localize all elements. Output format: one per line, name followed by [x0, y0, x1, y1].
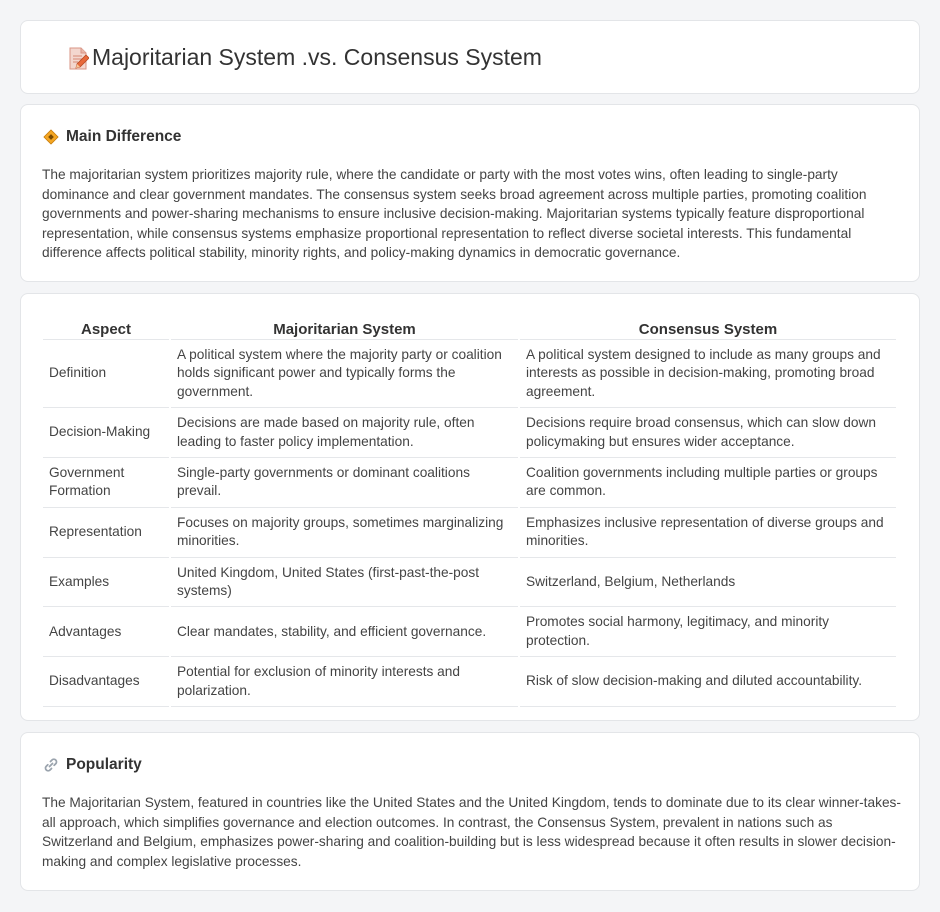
table-row — [43, 408, 896, 458]
consensus-cell: Decisions require broad consensus, which can slow down policymaking but ensures wider acceptance. — [520, 408, 896, 458]
aspect-cell: Decision-Making — [43, 408, 169, 458]
consensus-cell: Promotes social harmony, legitimacy, and minority protection. — [520, 607, 896, 657]
table-header-row — [43, 314, 896, 340]
consensus-cell: Risk of slow decision-making and diluted accountability. — [520, 657, 896, 707]
majoritarian-cell: Single-party governments or dominant coalitions prevail. — [171, 458, 518, 508]
majoritarian-cell: Clear mandates, stability, and efficient governance. — [171, 607, 518, 657]
main-difference-text: The majoritarian system prioritizes majority rule, where the candidate or party with the most votes wins, often leading to single-party dominance and clear government mandates. The consensus system seeks broad agreement across multiple parties, promoting coalition governments and power-sharing mechanisms to ensure inclusive decision-making. Majoritarian systems typically feature disproportional representation, while consensus systems emphasize proportional representation to reflect diverse societal interests. This fundamental difference affects political stability, minority rights, and policy-making dynamics in democratic governance. — [42, 167, 867, 261]
popularity-title: Popularity — [66, 756, 142, 773]
majoritarian-cell: A political system where the majority party or coalition holds significant power and typically forms the government. — [171, 340, 518, 408]
table-row — [43, 458, 896, 508]
popularity-heading — [43, 756, 142, 774]
aspect-cell: Advantages — [43, 607, 169, 657]
diamond-sign-icon — [43, 129, 59, 145]
popularity-text: The Majoritarian System, featured in countries like the United States and the United Kingdom, tends to dominate due to its clear winner-takes-all approach, which simplifies governance and election outcomes. In contrast, the Consensus System, prevalent in nations such as Switzerland and Belgium, emphasizes power-sharing and coalition-building but is less widespread because it often results in slower decision-making and complex legislative processes. — [42, 795, 901, 869]
consensus-cell: Emphasizes inclusive representation of diverse groups and minorities. — [520, 508, 896, 558]
consensus-cell: Coalition governments including multiple parties or groups are common. — [520, 458, 896, 508]
majoritarian-cell: Focuses on majority groups, sometimes marginalizing minorities. — [171, 508, 518, 558]
comparison-table-card — [20, 293, 920, 721]
aspect-cell: Definition — [43, 340, 169, 408]
page-title: Majoritarian System .vs. Consensus System — [92, 44, 542, 70]
table-row — [43, 657, 896, 707]
comparison-table — [41, 314, 898, 707]
column-header-consensus: Consensus System — [520, 314, 896, 340]
consensus-cell: Switzerland, Belgium, Netherlands — [520, 558, 896, 608]
majoritarian-cell: United Kingdom, United States (first-past-the-post systems) — [171, 558, 518, 608]
table-row — [43, 340, 896, 408]
table-row — [43, 607, 896, 657]
link-icon — [43, 757, 59, 773]
majoritarian-cell: Decisions are made based on majority rule, often leading to faster policy implementation. — [171, 408, 518, 458]
document-pencil-icon — [67, 47, 89, 71]
table-row — [43, 508, 896, 558]
header-card — [20, 20, 920, 94]
aspect-cell: Examples — [43, 558, 169, 608]
aspect-cell: Government Formation — [43, 458, 169, 508]
popularity-card — [20, 732, 920, 891]
aspect-cell: Disadvantages — [43, 657, 169, 707]
table-row — [43, 558, 896, 608]
column-header-aspect: Aspect — [43, 314, 169, 340]
column-header-majoritarian: Majoritarian System — [171, 314, 518, 340]
main-difference-heading — [43, 128, 181, 146]
majoritarian-cell: Potential for exclusion of minority interests and polarization. — [171, 657, 518, 707]
main-difference-card — [20, 104, 920, 282]
aspect-cell: Representation — [43, 508, 169, 558]
consensus-cell: A political system designed to include as many groups and interests as possible in decision-making, promoting broad agreement. — [520, 340, 896, 408]
main-difference-title: Main Difference — [66, 128, 182, 145]
